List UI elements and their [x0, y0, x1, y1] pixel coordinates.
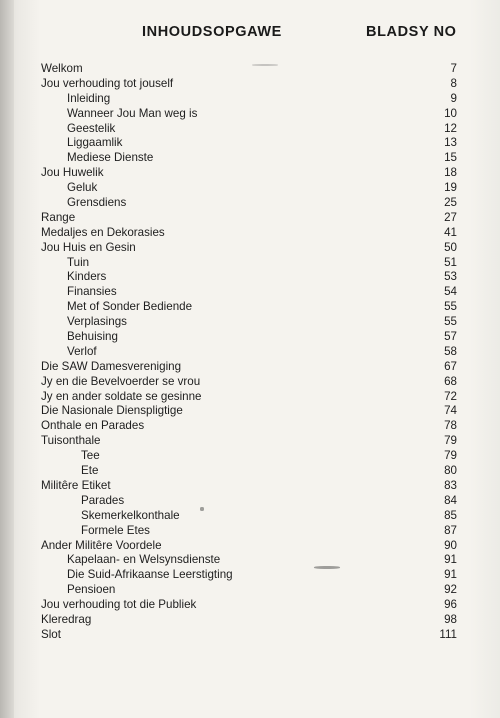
- toc-entry-title: Onthale en Parades: [41, 419, 145, 433]
- toc-entry: [0, 539, 500, 554]
- toc-entry-page-number: 12: [444, 121, 457, 135]
- toc-entry-title: Geluk: [67, 181, 98, 195]
- toc-entry-page-number: 53: [444, 270, 457, 284]
- toc-entry-page-number: 111: [439, 627, 457, 641]
- toc-entry-page-number: 51: [444, 255, 457, 269]
- toc-entry-page-number: 50: [444, 240, 457, 254]
- toc-entry: [0, 136, 500, 151]
- toc-entry: [0, 256, 500, 271]
- toc-entry-title: Finansies: [67, 285, 117, 299]
- toc-entry: [0, 568, 500, 583]
- toc-entry-title: Verlof: [67, 344, 97, 358]
- toc-entry-page-number: 54: [444, 285, 457, 299]
- toc-entry-title: Tee: [81, 449, 100, 463]
- toc-entry: [0, 390, 500, 405]
- toc-entry-title: Wanneer Jou Man weg is: [67, 106, 198, 120]
- toc-entry: [0, 330, 500, 345]
- ink-smudge: [200, 507, 204, 511]
- toc-entry-title: Formele Etes: [81, 523, 150, 537]
- toc-entry-title: Medaljes en Dekorasies: [41, 225, 165, 239]
- toc-entry: [0, 92, 500, 107]
- toc-entry-title: Grensdiens: [67, 196, 127, 210]
- page-number-column-heading: BLADSY NO: [366, 24, 457, 40]
- toc-entry-page-number: 78: [444, 419, 457, 433]
- toc-entry: [0, 509, 500, 524]
- toc-entry-page-number: 79: [444, 434, 457, 448]
- toc-entry: [0, 151, 500, 166]
- toc-entry-title: Met of Sonder Bediende: [67, 300, 193, 314]
- toc-entry-title: Mediese Dienste: [67, 151, 154, 165]
- toc-entry-page-number: 18: [444, 166, 457, 180]
- toc-entry: [0, 375, 500, 390]
- toc-entry-title: Jou Huwelik: [41, 166, 104, 180]
- toc-entry-title: Pensioen: [67, 583, 116, 597]
- toc-entry: [0, 300, 500, 315]
- toc-entry-page-number: 55: [444, 300, 457, 314]
- toc-entry: [0, 122, 500, 137]
- toc-entry: [0, 449, 500, 464]
- toc-entry: [0, 553, 500, 568]
- toc-entry: [0, 598, 500, 613]
- toc-entry: [0, 181, 500, 196]
- toc-entry-title: Die SAW Damesvereniging: [41, 359, 182, 373]
- toc-entry-page-number: 10: [444, 106, 457, 120]
- toc-entry: [0, 211, 500, 226]
- toc-entry: [0, 241, 500, 256]
- toc-entry: [0, 583, 500, 598]
- toc-entry-page-number: 84: [444, 493, 457, 507]
- toc-entry-title: Kleredrag: [41, 612, 92, 626]
- toc-entry-page-number: 19: [444, 181, 457, 195]
- toc-entry-page-number: 98: [444, 612, 457, 626]
- toc-entry: [0, 77, 500, 92]
- toc-entry: [0, 464, 500, 479]
- ink-smudge: [252, 64, 278, 66]
- toc-entry-title: Jy en die Bevelvoerder se vrou: [41, 374, 201, 388]
- toc-entry: [0, 360, 500, 375]
- toc-entry-title: Tuin: [67, 255, 90, 269]
- toc-entry: [0, 345, 500, 360]
- toc-entry-page-number: 91: [444, 553, 457, 567]
- toc-entry: [0, 166, 500, 181]
- toc-entry-page-number: 74: [444, 404, 457, 418]
- toc-entry-page-number: 92: [444, 583, 457, 597]
- toc-entry-title: Die Nasionale Dienspligtige: [41, 404, 183, 418]
- toc-entry: [0, 107, 500, 122]
- toc-entry-title: Slot: [41, 627, 61, 641]
- toc-entry-title: Jy en ander soldate se gesinne: [41, 389, 202, 403]
- toc-entry: [0, 62, 500, 77]
- toc-entry-title: Die Suid-Afrikaanse Leerstigting: [67, 568, 233, 582]
- toc-entry-page-number: 80: [444, 464, 457, 478]
- toc-entry-page-number: 7: [450, 62, 457, 75]
- toc-entry-page-number: 8: [450, 76, 457, 90]
- toc-entry-page-number: 87: [444, 523, 457, 537]
- toc-entry-page-number: 79: [444, 449, 457, 463]
- toc-entry: [0, 434, 500, 449]
- toc-entry-title: Skemerkelkonthale: [81, 508, 180, 522]
- toc-entry: [0, 226, 500, 241]
- toc-entry-page-number: 57: [444, 330, 457, 344]
- toc-entry: [0, 479, 500, 494]
- toc-entry: [0, 196, 500, 211]
- toc-entry-title: Jou verhouding tot jouself: [41, 76, 174, 90]
- toc-entry-title: Range: [41, 210, 76, 224]
- toc-entry-page-number: 85: [444, 508, 457, 522]
- toc-entry-title: Jou Huis en Gesin: [41, 240, 136, 254]
- toc-entry-title: Geestelik: [67, 121, 116, 135]
- toc-entry-page-number: 15: [444, 151, 457, 165]
- toc-entry-page-number: 68: [444, 374, 457, 388]
- toc-entry: [0, 315, 500, 330]
- toc-entry: [0, 404, 500, 419]
- toc-entry-page-number: 13: [444, 136, 457, 150]
- toc-entry-title: Inleiding: [67, 91, 111, 105]
- toc-entry: [0, 419, 500, 434]
- toc-entry-page-number: 91: [444, 568, 457, 582]
- toc-entry-page-number: 25: [444, 196, 457, 210]
- toc-entry-title: Verplasings: [67, 315, 127, 329]
- table-of-contents: [0, 62, 500, 643]
- toc-entry-page-number: 83: [444, 478, 457, 492]
- toc-entry: [0, 285, 500, 300]
- toc-entry-title: Liggaamlik: [67, 136, 123, 150]
- toc-entry: [0, 613, 500, 628]
- toc-entry-title: Tuisonthale: [41, 434, 101, 448]
- toc-entry-page-number: 55: [444, 315, 457, 329]
- toc-entry-title: Parades: [81, 493, 125, 507]
- toc-entry-title: Ete: [81, 464, 99, 478]
- toc-entry: [0, 524, 500, 539]
- toc-entry-page-number: 67: [444, 359, 457, 373]
- toc-entry-title: Jou verhouding tot die Publiek: [41, 598, 197, 612]
- toc-entry-title: Militêre Etiket: [41, 478, 111, 492]
- toc-entry-title: Kinders: [67, 270, 107, 284]
- page-title: INHOUDSOPGAWE: [142, 24, 282, 40]
- toc-entry-page-number: 72: [444, 389, 457, 403]
- toc-entry-page-number: 9: [450, 91, 457, 105]
- toc-entry-page-number: 96: [444, 598, 457, 612]
- toc-entry-page-number: 41: [444, 225, 457, 239]
- toc-entry-page-number: 58: [444, 344, 457, 358]
- ink-smudge: [314, 566, 340, 569]
- toc-entry-title: Kapelaan- en Welsynsdienste: [67, 553, 221, 567]
- toc-entry-title: Ander Militêre Voordele: [41, 538, 162, 552]
- toc-entry: [0, 494, 500, 509]
- toc-entry-page-number: 90: [444, 538, 457, 552]
- toc-entry-title: Welkom: [41, 62, 83, 75]
- toc-entry: [0, 628, 500, 643]
- toc-entry-page-number: 27: [444, 210, 457, 224]
- toc-entry-title: Behuising: [67, 330, 118, 344]
- toc-entry: [0, 270, 500, 285]
